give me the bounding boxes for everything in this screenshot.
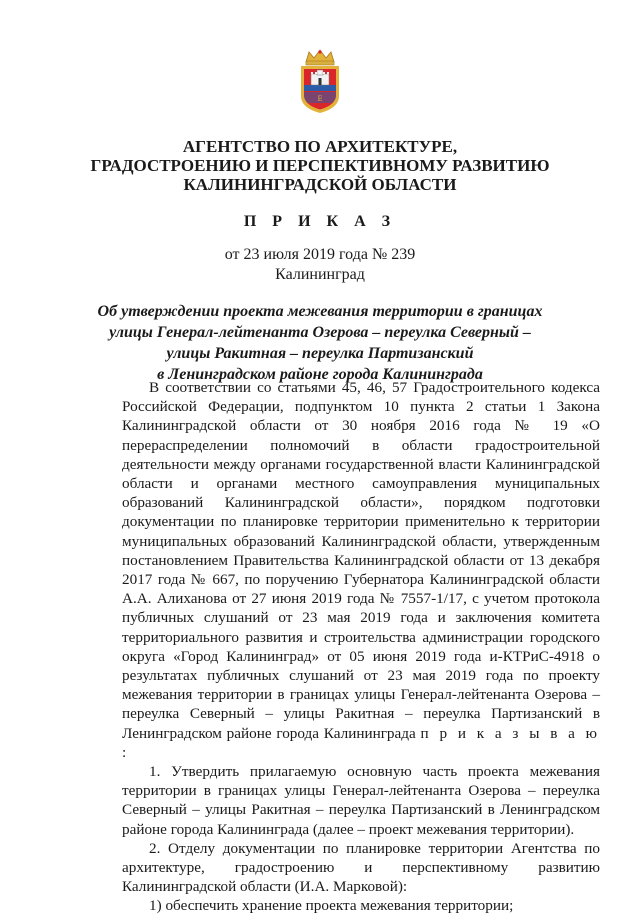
subject-line-2: улицы Генерал-лейтенанта Озерова – переулка Северный – (109, 324, 531, 341)
item-1-paragraph: 1. Утвердить прилагаемую основную часть проекта межевания территории в границах улицы Генерал-лейтенанта Озерова – переулка Северный – улицы Ракитная – переулка Партизанский в Ленинградском районе города Калининграда (далее – проект межевания территории). (122, 763, 600, 838)
document-city: Калининград (275, 266, 365, 283)
subject-line-4: в Ленинградском районе города Калининграда (157, 366, 483, 383)
subject-line-3: улицы Ракитная – переулка Партизанский (166, 345, 474, 362)
subject-line-1: Об утверждении проекта межевания территории в границах (97, 303, 543, 320)
order-word: п р и к а з ы в а ю : (122, 724, 601, 761)
document-type-title: П Р И К А З (243, 213, 397, 230)
agency-line-2: ГРАДОСТРОЕНИЮ И ПЕРСПЕКТИВНОМУ РАЗВИТИЮ (90, 156, 550, 175)
document-subject (0, 301, 640, 385)
agency-line-3: КАЛИНИНГРАДСКОЙ ОБЛАСТИ (183, 175, 457, 194)
preamble-text: В соответствии со статьями 45, 46, 57 Градостроительного кодекса Российской Федерации, подпунктом 10 пункта 2 статьи 1 Закона Калининградской области от 30 ноября 2016 года № 19 «О перераспределении полномочий в области градостроительной деятельности между органами государственной власти Калининградской области и органами местного самоуправления муниципальных образований Калининградской области», порядком подготовки документации по планировке территории применительно к территории муниципальных образований Калининградской области, утвержденным постановлением Правительства Калининградской области от 13 декабря 2017 года № 667, по поручению Губернатора Калининградской области А.А. Алиханова от 27 июня 2019 года № 7557-1/17, с учетом протокола публичных слушаний от 23 мая 2019 года и заключения комитета территориального развития и строительства администрации городского округа «Город Калининград» от 05 июня 2019 года и-КТРиС-4918 о результатах публичных слушаний от 23 мая 2019 года по проекту межевания территории в границах улицы Генерал-лейтенанта Озерова – переулка Северный – улицы Ракитная – переулка Партизанский в Ленинградском районе города Калининграда (122, 379, 600, 742)
kaliningrad-coat-of-arms-icon (297, 48, 343, 114)
agency-name (0, 137, 640, 194)
item-2-paragraph: 2. Отделу документации по планировке территории Агентства по архитектуре, градостроению и перспективному развитию Калининградской области (И.А. Марковой): (122, 839, 600, 896)
item-2-1-paragraph: 1) обеспечить хранение проекта межевания территории; (149, 897, 514, 915)
document-date: от 23 июля 2019 года № 239 (224, 246, 416, 263)
agency-line-1: АГЕНТСТВО ПО АРХИТЕКТУРЕ, (182, 137, 458, 156)
preamble-paragraph (122, 378, 600, 762)
document-body (122, 378, 600, 916)
svg-text:Е: Е (317, 95, 323, 103)
document-date-block (0, 245, 640, 285)
